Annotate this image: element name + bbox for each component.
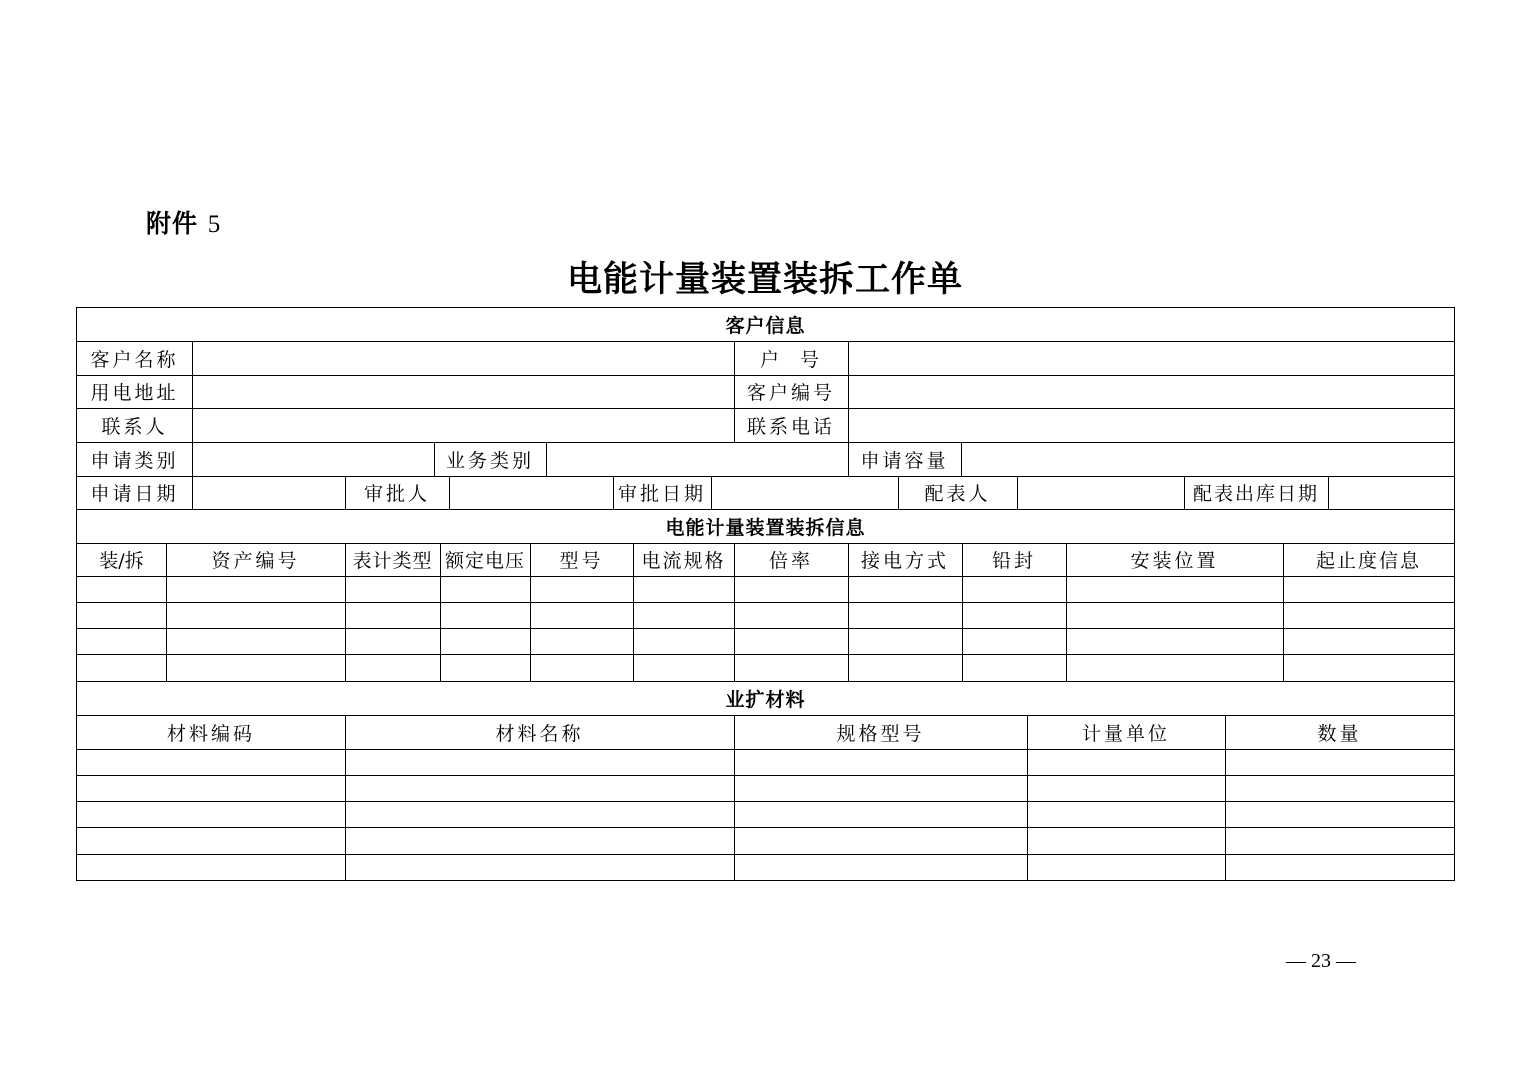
attachment-number: 5	[207, 211, 222, 238]
col-asset-number: 资产编号	[211, 550, 300, 572]
material-row[interactable]	[77, 776, 1454, 801]
col-model: 型号	[559, 550, 604, 572]
col-material-name: 材料名称	[495, 722, 584, 745]
col-install-remove: 装/拆	[99, 550, 144, 572]
col-install-location: 安装位置	[1130, 550, 1219, 572]
phone-field[interactable]	[849, 408, 1454, 442]
customer-number-label: 客户编号	[746, 382, 835, 404]
col-current-spec: 电流规格	[641, 550, 726, 572]
approve-date-label: 审批日期	[617, 483, 706, 505]
business-type-label: 业务类别	[445, 449, 534, 472]
meter-assigner-field[interactable]	[1018, 476, 1184, 509]
attachment-label	[146, 204, 221, 240]
material-row[interactable]	[77, 802, 1454, 827]
customer-name-label: 客户名称	[90, 348, 179, 371]
apply-date-field[interactable]	[193, 476, 345, 509]
contact-label: 联系人	[101, 415, 168, 438]
meter-out-date-field[interactable]	[1329, 476, 1454, 509]
address-label: 用电地址	[90, 382, 179, 404]
device-row[interactable]	[77, 629, 1454, 654]
col-spec-model: 规格型号	[836, 722, 925, 745]
contact-field[interactable]	[193, 408, 734, 442]
customer-info-heading: 客户信息	[725, 315, 806, 337]
apply-date-label: 申请日期	[90, 483, 179, 505]
col-wiring-method: 接电方式	[860, 550, 949, 572]
page-number: — 23 —	[1286, 950, 1356, 972]
material-row[interactable]	[77, 855, 1454, 880]
apply-type-label: 申请类别	[90, 449, 179, 472]
work-order-table	[76, 307, 1455, 881]
approve-date-field[interactable]	[712, 476, 898, 509]
material-heading: 业扩材料	[725, 688, 806, 711]
col-multiplier: 倍率	[768, 550, 813, 572]
apply-capacity-label: 申请容量	[860, 449, 949, 472]
customer-number-field[interactable]	[849, 375, 1454, 408]
account-no-label: 户 号	[759, 348, 823, 371]
device-info-heading: 电能计量装置装拆信息	[665, 516, 866, 539]
col-unit: 计量单位	[1081, 722, 1170, 745]
customer-name-field[interactable]	[193, 341, 734, 375]
col-meter-type: 表计类型	[352, 550, 433, 572]
meter-out-date-label: 配表出库日期	[1192, 483, 1319, 505]
apply-capacity-field[interactable]	[962, 442, 1454, 476]
meter-assigner-label: 配表人	[924, 483, 991, 505]
material-row[interactable]	[77, 828, 1454, 854]
col-rated-voltage: 额定电压	[444, 550, 525, 572]
device-row[interactable]	[77, 655, 1454, 681]
device-row[interactable]	[77, 577, 1454, 602]
col-seal: 铅封	[991, 550, 1036, 572]
address-field[interactable]	[193, 375, 734, 408]
col-quantity: 数量	[1317, 722, 1362, 745]
form-title: 电能计量装置装拆工作单	[566, 259, 963, 300]
device-row[interactable]	[77, 603, 1454, 628]
approver-field[interactable]	[450, 476, 613, 509]
col-reading-info: 起止度信息	[1315, 550, 1421, 572]
material-row[interactable]	[77, 750, 1454, 775]
approver-label: 审批人	[363, 483, 430, 505]
phone-label: 联系电话	[746, 415, 835, 438]
col-material-code: 材料编码	[166, 722, 255, 745]
account-no-field[interactable]	[849, 341, 1454, 375]
apply-type-field[interactable]	[193, 442, 434, 476]
business-type-field[interactable]	[547, 442, 848, 476]
attachment-text: 附件	[146, 209, 199, 238]
